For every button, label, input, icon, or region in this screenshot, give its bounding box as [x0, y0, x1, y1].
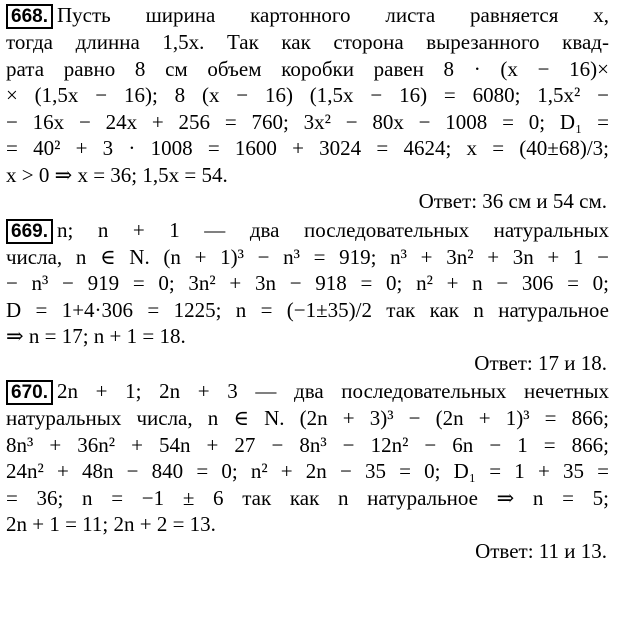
problem-line: 2n + 1 = 11; 2n + 2 = 13. [6, 512, 216, 536]
problem-line [6, 217, 609, 244]
problem-number: 668. [6, 4, 53, 29]
problem-line: × (1,5x − 16); 8 (x − 16) (1,5x − 16) = 6080; 1,5x² − [6, 83, 609, 107]
problem-line [6, 2, 609, 29]
line-text: n; n + 1 — два последовательных натуральных [56, 217, 609, 242]
problem-line: = 36; n = −1 ± 6 так как n натуральное ⇒ n = 5; [6, 485, 609, 510]
problem-line: натуральных числа, n ∈ N. (2n + 3)³ − (2n + 1)³ = 866; [6, 406, 609, 430]
problem-line: = 40² + 3 · 1008 = 1600 + 3024 = 4624; x = (40±68)/3; [6, 136, 609, 160]
problem-line [6, 378, 609, 405]
line-text: 2n + 1; 2n + 3 — два последовательных нечетных [56, 379, 609, 403]
problem-line: 24n² + 48n − 840 = 0; n² + 2n − 35 = 0; D₁ = 1 + 35 = [6, 459, 609, 483]
answer: Ответ: 36 см и 54 см. [418, 189, 607, 213]
problem-line: 8n³ + 36n² + 54n + 27 − 8n³ − 12n² − 6n − 1 = 866; [6, 432, 609, 457]
problem-line: − 16x − 24x + 256 = 760; 3x² − 80x − 1008 = 0; D₁ = [6, 109, 609, 134]
problem-number: 670. [6, 380, 53, 405]
problem-line: D = 1+4·306 = 1225; n = (−1±35)/2 так как n натуральное [6, 297, 609, 322]
line-text: Пусть ширина картонного листа равняется x, [56, 3, 609, 27]
problem-line: числа, n ∈ N. (n + 1)³ − n³ = 919; n³ + 3n² + 3n + 1 − [6, 244, 609, 269]
problem-668 [6, 2, 609, 215]
answer: Ответ: 11 и 13. [475, 538, 607, 563]
problem-line: x > 0 ⇒ x = 36; 1,5x = 54. [6, 162, 228, 187]
problem-number: 669. [6, 219, 53, 244]
problem-670 [6, 378, 609, 564]
problem-line: ⇒ n = 17; n + 1 = 18. [6, 324, 186, 348]
problem-line: тогда длинна 1,5x. Так как сторона вырезанного квад- [6, 30, 609, 54]
problem-line: рата равно 8 см объем коробки равен 8 · (x − 16)× [6, 56, 609, 81]
problem-line: − n³ − 919 = 0; 3n² + 3n − 918 = 0; n² + n − 306 = 0; [6, 271, 609, 295]
answer: Ответ: 17 и 18. [474, 350, 607, 375]
problem-669 [6, 217, 609, 377]
